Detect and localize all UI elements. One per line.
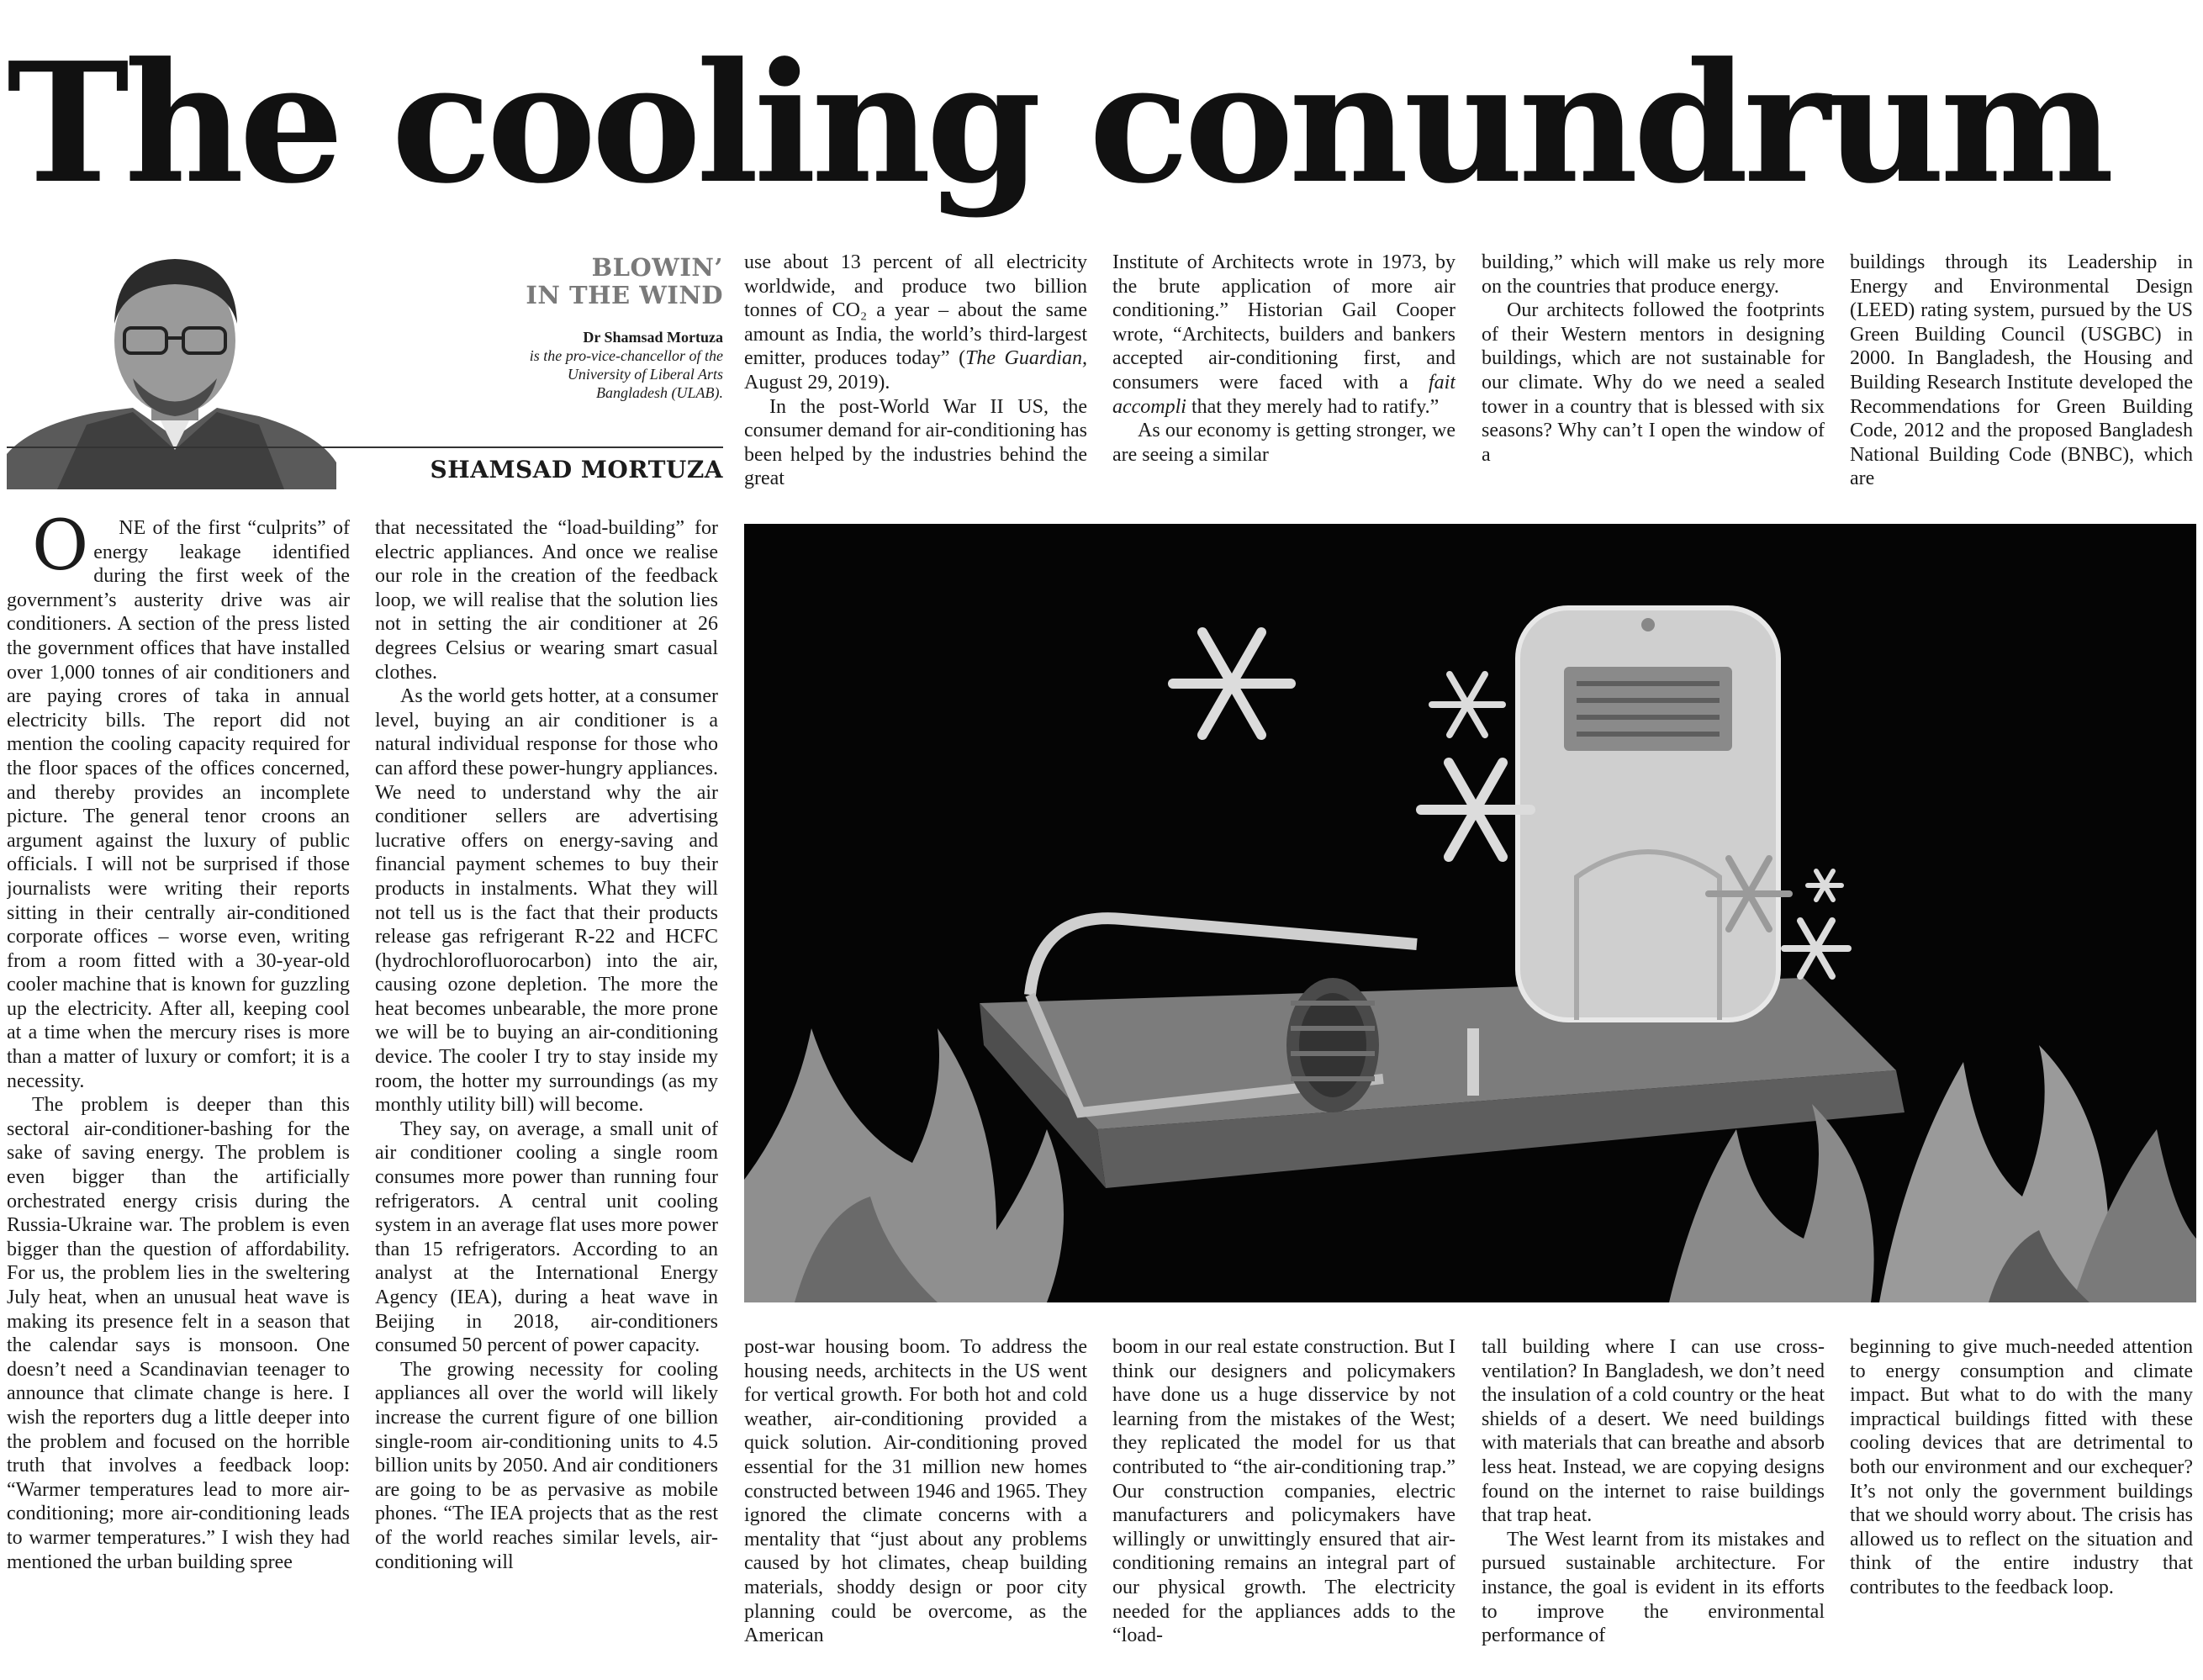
paragraph: The problem is deeper than this sectoral air-conditioner-bashing for the sake of saving energy. The problem is even bigger than the artificially orchestrated energy crisis during the Russia-Ukraine war. The problem is even bigger than the question of affordability. For us, the problem lies in the sweltering July heat, when an unusual heat wave is making its presence felt in a season that the calendar says is monsoon. One doesn’t need a Scandinavian teenager to announce that climate change is here. I wish the reporters dug a little deeper into the problem and focused on the horrible truth that involves a feedback loop: “Warmer temperatures lead to more air-conditioning; more air-conditioning leads to warmer temperatures.” I wish they had mentioned the urban building spree [7, 1094, 350, 1573]
paragraph: that necessitated the “load-building” for electric appliances. And once we realise our role in the creation of the feedback loop, we will realise that the solution lies not in setting the air conditioner at 26 degrees Celsius or wearing smart casual clothes. [375, 517, 718, 684]
column-1 [7, 516, 350, 1673]
column-6-bottom [1850, 1335, 2193, 1673]
mousetrap-air-conditioner-illustration-icon [744, 524, 2196, 1302]
paragraph: As the world gets hotter, at a consumer level, buying an air conditioner is a natural individual response for those who can afford these power-hungry appliances. We need to understand why the air conditioner sellers are advertising lucrative offers on energy-saving and financial payment schemes to buy their products in instalments. What they will not tell us is the fact that their products release gas refrigerant R-22 and HCFC (hydrochlorofluorocarbon) into the air, causing ozone depletion. The more the heat becomes unbearable, the more prone we will be to buying an air-conditioning device. The cooler I try to stay inside my room, the hotter my surroundings (as my monthly utility bill) will become. [375, 685, 718, 1117]
column-name [526, 254, 723, 309]
column-3-top [744, 251, 1087, 496]
column-name-line1: BLOWIN’ [591, 253, 723, 282]
column-4-bottom [1112, 1335, 1455, 1673]
column-2 [375, 516, 718, 1673]
text-run: use about 13 percent of all electricity worldwide, and produce two billion tonnes of CO₂ a year – about the same amount as India, the world’s third-largest emitter, produces today” ( [744, 251, 1087, 370]
column-5-top [1482, 251, 1825, 496]
column-4-top [1112, 251, 1455, 496]
text-run: August 29, 2019). [744, 371, 890, 394]
bio-text: is the pro-vice-chancellor of the University of Liberal Arts Bangladesh (ULAB). [529, 347, 723, 401]
paragraph: post-war housing boom. To address the housing needs, architects in the US went for vertical growth. For both hot and cold weather, air-conditioning provided a quick solution. Air-conditioning proved essential for the 31 million new homes constructed between 1946 and 1965. They ignored the climate concerns with a mentality that “just about any problems caused by hot climates, cheap building materials, shoddy design or poor city planning could be overcome, as the American [744, 1336, 1087, 1647]
paragraph [1112, 251, 1455, 419]
italic-phrase: fait accompli [1112, 371, 1455, 418]
paragraph: The West learnt from its mistakes and pursued sustainable architecture. For instance, the goal is evident in its efforts to improve the environmental performance of [1482, 1528, 1825, 1647]
paragraph: They say, on average, a small unit of air conditioner cooling a single room consumes more power than running four refrigerators. A central unit cooling system in an average flat uses more power than 15 refrigerators. According to an analyst at the International Energy Agency (IEA), during a heat wave in Beijing in 2018, air-conditioners consumed 50 percent of power capacity. [375, 1117, 718, 1357]
paragraph: building,” which will make us rely more on the countries that produce energy. [1482, 251, 1825, 298]
paragraph: Our architects followed the footprints of their Western mentors in designing buildings, which are not sustainable for our climate. Why do we need a sealed tower in a country that is blessed with six seasons? Why can’t I open the window of a [1482, 299, 1825, 466]
author-photo-icon [7, 244, 336, 489]
column-6-top [1850, 251, 2193, 496]
paragraph: boom in our real estate construction. But I think our designers and policymakers have done us a huge disservice by not learning from the mistakes of the West; they replicated the model for us that contributed to “the air-conditioning trap.” Our construction companies, electric manufacturers and policymakers have willingly or unwittingly ensured that air-conditioning remains an integral part of our physical growth. The electricity needed for the appliances adds to the “load- [1112, 1336, 1455, 1647]
bio-name: Dr Shamsad Mortuza [583, 329, 723, 346]
column-5-bottom [1482, 1335, 1825, 1673]
paragraph [744, 251, 1087, 395]
byline: SHAMSAD MORTUZA [430, 456, 723, 483]
text-run: Institute of Architects wrote in 1973, by the brute application of more air conditioning.” Historian Gail Cooper wrote, “Architects, builders and bankers accepted air-conditioning first, and consumers were faced with a [1112, 251, 1455, 394]
column-3-bottom [744, 1335, 1087, 1673]
author-block [7, 244, 723, 489]
text-run: that they merely had to ratify.” [1186, 395, 1440, 418]
paragraph: ONE of the first “culprits” of energy leakage identified during the first week of the government’s austerity drive was air conditioners. A section of the press listed the government offices that have installed over 1,000 tonnes of air conditioners and are paying crores of taka in annual electricity bills. The report did not mention the cooling capacity required for the floor spaces of the offices concerned, and thereby provides an incomplete picture. The general tenor croons an argument against the luxury of public officials. I will not be surprised if those journalists were writing their reports sitting in their centrally air-conditioned corporate offices – worse even, writing from a room fitted with a 30-year-old cooler machine that is known for guzzling up the electricity. After all, keeping cool at a time when the mercury rises is more than a matter of luxury or comfort; it is a necessity. [7, 516, 350, 1092]
headline: The cooling conundrum [7, 27, 2110, 220]
column-name-line2: IN THE WIND [526, 281, 723, 309]
author-bio [505, 328, 723, 402]
paragraph: As our economy is getting stronger, we are seeing a similar [1112, 420, 1455, 466]
paragraph: beginning to give much-needed attention to energy consumption and climate impact. But what to do with the many impractical buildings fitted with these cooling devices that are detrimental to both our environment and our exchequer? It’s not only the government buildings that we should worry about. The crisis has allowed us to reflect on the situation and think of the entire industry that contributes to the feedback loop. [1850, 1336, 2193, 1598]
paragraph: In the post-World War II US, the consumer demand for air-conditioning has been helped by the industries behind the great [744, 395, 1087, 490]
paragraph: tall building where I can use cross-ventilation? In Bangladesh, we don’t need the insulation of a cold country or the heat shields of a desert. We need buildings with materials that can breathe and absorb less heat. Instead, we are copying designs found on the internet to raise buildings that trap heat. [1482, 1336, 1825, 1527]
byline-rule [7, 446, 723, 448]
paragraph: buildings through its Leadership in Energy and Environmental Design (LEED) rating system, pursued by the US Green Building Council (USGBC) in 2000. In Bangladesh, the Housing and Building Research Institute developed the Recommendations for Green Building Code, 2012 and the proposed Bangladesh National Building Code (BNBC), which are [1850, 251, 2193, 490]
publication-name: The Guardian, [965, 347, 1087, 370]
paragraph: The growing necessity for cooling appliances all over the world will likely increase the current figure of one billion single-room air-conditioning units to 4.5 billion units by 2050. And air conditioners are going to be as pervasive as mobile phones. “The IEA projects that as the rest of the world reaches similar levels, air-conditioning will [375, 1358, 718, 1573]
